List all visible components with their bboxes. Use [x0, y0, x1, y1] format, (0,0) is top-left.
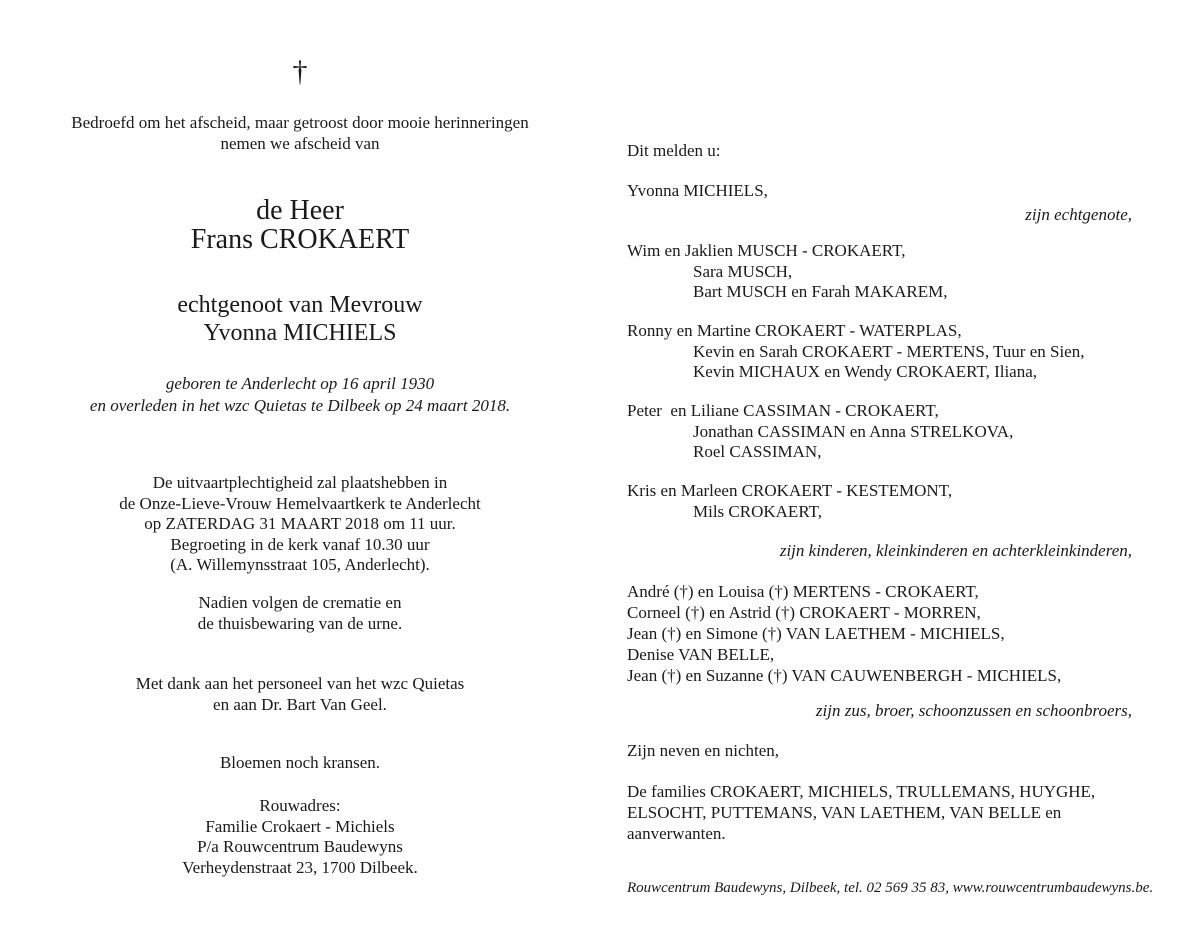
siblings-role [627, 701, 1132, 722]
service-line: Begroeting in de kerk vanaf 10.30 uur [170, 534, 430, 554]
funeral-home-footer [627, 878, 1154, 899]
sibling-line: André (†) en Louisa (†) MERTENS - CROKAERT, [627, 582, 979, 601]
service-line: De uitvaartplechtigheid zal plaatshebben in [152, 473, 448, 492]
cross-icon [50, 56, 550, 88]
family-group-member: Bart MUSCH en Farah MAKAREM, [693, 282, 948, 301]
family-group-member: Sara MUSCH, [693, 261, 793, 281]
flowers-note [50, 753, 550, 774]
intro-text [50, 113, 550, 154]
life-dates [50, 373, 550, 416]
thanks-line: Met dank aan het personeel van het wzc Quietas [135, 674, 465, 693]
intro-line: nemen we afscheid van [220, 133, 380, 153]
announcement-text: Dit melden u: [627, 141, 721, 160]
families-line: De families CROKAERT, MICHIELS, TRULLEMANS, HUYGHE, [627, 782, 1096, 801]
deceased-name [50, 196, 550, 254]
cremation-info [50, 593, 550, 634]
address-line: Verheydenstraat 23, 1700 Dilbeek. [182, 858, 418, 878]
wife-name-text: Yvonna MICHIELS, [627, 181, 768, 200]
spouse-reference [50, 291, 550, 347]
deceased-full-name: Frans CROKAERT [190, 224, 410, 255]
address-line: P/a Rouwcentrum Baudewyns [197, 837, 403, 857]
cremation-line: de thuisbewaring van de urne. [197, 613, 403, 633]
family-group [627, 481, 1132, 522]
family-group [627, 241, 1132, 303]
thanks-line: en aan Dr. Bart Van Geel. [213, 694, 387, 714]
mourning-address [50, 796, 550, 879]
siblings-role-text: zijn zus, broer, schoonzussen en schoonbroers, [815, 701, 1132, 720]
wife-name [627, 181, 1132, 202]
family-group-member: Kevin en Sarah CROKAERT - MERTENS, Tuur en Sien, [693, 341, 1085, 361]
family-group [627, 321, 1132, 383]
family-group-head: Ronny en Martine CROKAERT - WATERPLAS, [627, 321, 962, 340]
flowers-line: Bloemen noch kransen. [219, 753, 381, 772]
funeral-service-info [50, 473, 550, 576]
sibling-line: Jean (†) en Simone (†) VAN LAETHEM - MICHIELS, [627, 624, 1005, 643]
service-line: de Onze-Lieve-Vrouw Hemelvaartkerk te Anderlecht [119, 493, 481, 513]
cross-glyph: † [292, 55, 308, 88]
thanks-note [50, 674, 550, 715]
spouse-name: Yvonna MICHIELS [203, 320, 397, 346]
funeral-home-footer-text: Rouwcentrum Baudewyns, Dilbeek, tel. 02 569 35 83, www.rouwcentrumbaudewyns.be. [627, 880, 1154, 896]
family-group-member: Mils CROKAERT, [693, 501, 823, 521]
family-group-head: Peter en Liliane CASSIMAN - CROKAERT, [627, 401, 939, 420]
family-group-member: Kevin MICHAUX en Wendy CROKAERT, Iliana, [693, 362, 1038, 381]
family-group-head: Kris en Marleen CROKAERT - KESTEMONT, [627, 481, 953, 500]
right-column [627, 0, 1154, 947]
family-group [627, 401, 1132, 463]
siblings-list [627, 581, 1132, 686]
sibling-line: Jean (†) en Suzanne (†) VAN CAUWENBERGH - MICHIELS, [627, 666, 1062, 685]
sibling-line: Corneel (†) en Astrid (†) CROKAERT - MORREN, [627, 603, 981, 622]
intro-line: Bedroefd om het afscheid, maar getroost door mooie herinneringen [71, 113, 529, 132]
families-paragraph [627, 781, 1132, 844]
address-label: Rouwadres: [259, 796, 341, 815]
wife-role-text: zijn echtgenote, [1025, 205, 1132, 224]
cousins-note [627, 741, 1132, 762]
service-line: (A. Willemynsstraat 105, Anderlecht). [170, 555, 430, 574]
wife-role [627, 205, 1132, 226]
family-group-member: Jonathan CASSIMAN en Anna STRELKOVA, [693, 421, 1014, 441]
birth-line: geboren te Anderlecht op 16 april 1930 [165, 374, 435, 393]
death-line: en overleden in het wzc Quietas te Dilbeek op 24 maart 2018. [89, 395, 511, 415]
children-role [627, 541, 1132, 562]
children-role-text: zijn kinderen, kleinkinderen en achterkleinkinderen, [779, 541, 1132, 560]
families-line: ELSOCHT, PUTTEMANS, VAN LAETHEM, VAN BELLE en [627, 803, 1062, 822]
announcement-heading [627, 141, 1132, 162]
sibling-line: Denise VAN BELLE, [627, 645, 775, 664]
family-group-head: Wim en Jaklien MUSCH - CROKAERT, [627, 241, 906, 260]
address-line: Familie Crokaert - Michiels [205, 816, 395, 836]
deceased-title: de Heer [256, 195, 344, 226]
service-line: op ZATERDAG 31 MAART 2018 om 11 uur. [144, 514, 456, 533]
family-group-member: Roel CASSIMAN, [693, 442, 822, 461]
cousins-text: Zijn neven en nichten, [627, 741, 780, 760]
spouse-line: echtgenoot van Mevrouw [177, 292, 423, 318]
cremation-line: Nadien volgen de crematie en [198, 593, 402, 612]
left-column [50, 0, 550, 947]
families-line: aanverwanten. [627, 824, 726, 843]
